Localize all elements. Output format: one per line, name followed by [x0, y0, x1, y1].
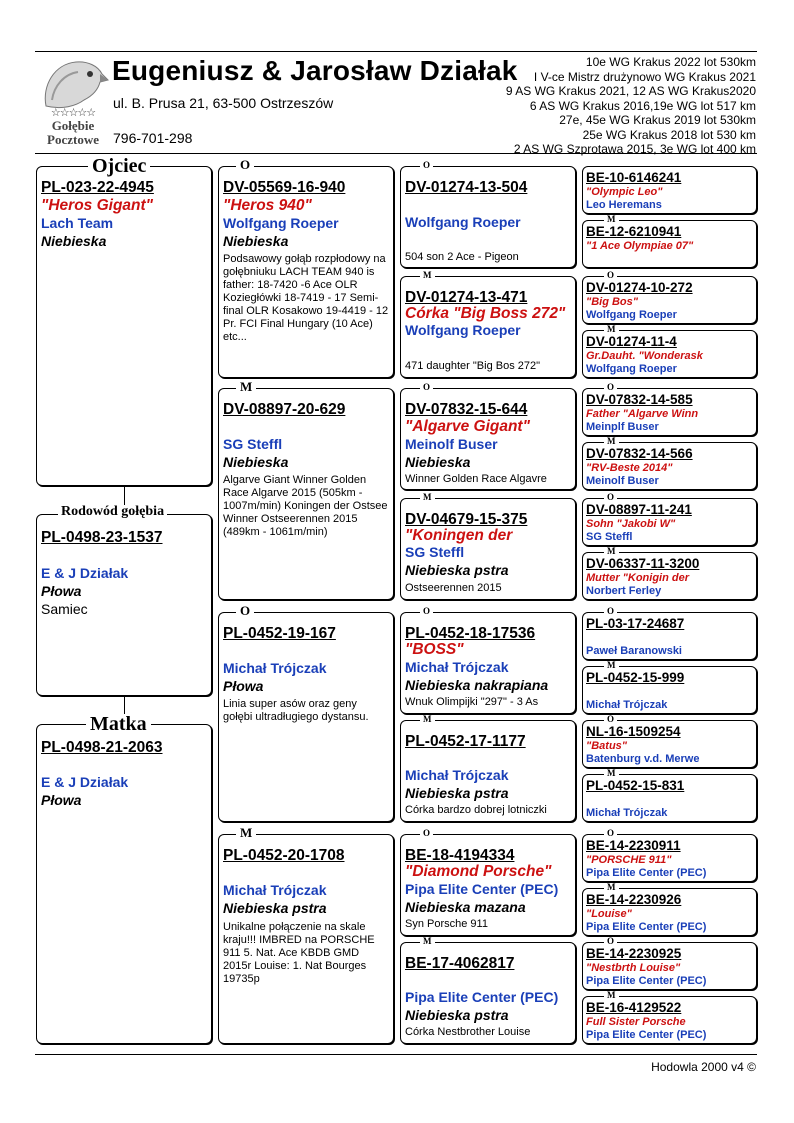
- gen2-owner: Michał Trójczak: [223, 882, 327, 898]
- gen2-color: Niebieska: [223, 233, 289, 249]
- gen4-card[interactable]: [582, 552, 757, 600]
- logo: [36, 56, 110, 148]
- gen2-owner: Michał Trójczak: [223, 660, 327, 676]
- gen4-owner: SG Steffl: [586, 531, 633, 543]
- gen4-owner: Meinplf Buser: [586, 421, 659, 433]
- gen4-id: DV-06337-11-3200: [586, 556, 700, 571]
- pigeon-owner: E & J Działak: [41, 565, 129, 581]
- gen3-name: "Algarve Gigant": [405, 418, 530, 435]
- sex-label-m: M: [604, 661, 619, 670]
- gen4-owner: Pipa Elite Center (PEC): [586, 867, 707, 879]
- gen3-id: BE-17-4062817: [405, 955, 515, 972]
- gen4-card[interactable]: [582, 996, 757, 1044]
- sex-label-m: M: [236, 380, 256, 393]
- gen4-card[interactable]: [582, 942, 757, 990]
- gen4-name: "Louise": [586, 908, 632, 920]
- sex-label-m: M: [604, 325, 619, 334]
- gen4-name: "Olympic Leo": [586, 186, 663, 198]
- gen2-id: DV-05569-16-940: [223, 179, 346, 196]
- gen4-card[interactable]: [582, 330, 757, 378]
- gen3-note: 471 daughter "Big Bos 272": [405, 360, 541, 372]
- gen3-owner: Wolfgang Roeper: [405, 214, 521, 230]
- pigeon-id: PL-0498-23-1537: [41, 529, 163, 546]
- gen4-owner: Pipa Elite Center (PEC): [586, 1029, 707, 1041]
- gen4-owner: Wolfgang Roeper: [586, 363, 677, 375]
- sex-label-m: M: [420, 493, 435, 502]
- sex-label-m: M: [604, 991, 619, 1000]
- gen4-card[interactable]: [582, 498, 757, 546]
- page-title: Eugeniusz & Jarosław Działak: [112, 55, 518, 86]
- gen3-id: BE-18-4194334: [405, 847, 515, 864]
- breeder-phone: 796-701-298: [113, 130, 193, 146]
- gen4-name: "Nestbrth Louise": [586, 962, 681, 974]
- mother-id: PL-0498-21-2063: [41, 739, 163, 756]
- gen2-card[interactable]: [218, 834, 394, 1044]
- gen4-owner: Norbert Ferley: [586, 585, 662, 597]
- mother-label: Matka: [86, 714, 151, 734]
- gen4-name: Father "Algarve Winn: [586, 408, 699, 420]
- gen4-owner: Pipa Elite Center (PEC): [586, 975, 707, 987]
- sex-label-o: O: [604, 493, 617, 502]
- footer-credit: Hodowla 2000 v4 ©: [651, 1060, 756, 1074]
- sex-label-m: M: [420, 271, 435, 280]
- gen3-note: 504 son 2 Ace - Pigeon: [405, 251, 519, 263]
- father-card[interactable]: [36, 166, 212, 486]
- gen2-owner: SG Steffl: [223, 436, 283, 452]
- breeder-address: ul. B. Prusa 21, 63-500 Ostrzeszów: [113, 95, 334, 111]
- gen4-id: DV-01274-11-4: [586, 334, 677, 349]
- gen3-id: DV-04679-15-375: [405, 511, 528, 528]
- pigeon-head-icon: [36, 56, 110, 112]
- gen4-id: PL-03-17-24687: [586, 616, 685, 631]
- sex-label-m: M: [604, 769, 619, 778]
- sex-label-o: O: [420, 161, 433, 170]
- result-line: 25e WG Krakus 2018 lot 530 km: [582, 127, 756, 142]
- sex-label-m: M: [604, 883, 619, 892]
- gen4-id: BE-14-2230925: [586, 946, 682, 961]
- result-line: 9 AS WG Krakus 2021, 12 AS WG Krakus2020: [505, 84, 756, 98]
- results-list: [506, 55, 756, 157]
- gen4-id: BE-12-6210941: [586, 224, 682, 239]
- gen3-name: "Koningen der: [405, 527, 513, 544]
- gen3-id: DV-01274-13-471: [405, 289, 528, 306]
- gen4-owner: Meinolf Buser: [586, 475, 659, 487]
- gen4-card[interactable]: [582, 612, 757, 660]
- mother-owner: E & J Działak: [41, 774, 129, 790]
- sex-label-o: O: [420, 607, 433, 616]
- gen4-card[interactable]: [582, 220, 757, 268]
- gen4-id: PL-0452-15-831: [586, 778, 685, 793]
- gen3-note: Winner Golden Race Algavre: [405, 473, 547, 485]
- gen4-owner: Pipa Elite Center (PEC): [586, 921, 707, 933]
- gen2-color: Płowa: [223, 678, 264, 694]
- gen2-card[interactable]: [218, 388, 394, 600]
- gen3-card[interactable]: [400, 834, 576, 936]
- gen4-card[interactable]: [582, 720, 757, 768]
- gen2-name: "Heros 940": [223, 197, 312, 214]
- gen4-id: PL-0452-15-999: [586, 670, 685, 685]
- gen3-name: "BOSS": [405, 641, 464, 658]
- gen4-id: NL-16-1509254: [586, 724, 681, 739]
- gen3-color: Niebieska pstra: [405, 1007, 509, 1023]
- gen3-name: "Diamond Porsche": [405, 863, 552, 880]
- sex-label-o: O: [604, 937, 617, 946]
- gen4-name: "Batus": [586, 740, 627, 752]
- sex-label-o: O: [604, 383, 617, 392]
- gen3-note: Córka bardzo dobrej lotniczki: [405, 804, 547, 816]
- gen4-card[interactable]: [582, 834, 757, 882]
- sex-label-o: O: [236, 604, 254, 617]
- gen4-owner: Leo Heremans: [586, 199, 662, 211]
- gen4-name: "Big Bos": [586, 296, 638, 308]
- gen3-card[interactable]: [400, 720, 576, 822]
- gen4-name: Gr.Dauht. "Wonderask: [586, 350, 703, 362]
- gen3-color: Niebieska: [405, 454, 471, 470]
- gen4-name: "RV-Beste 2014": [586, 462, 673, 474]
- sex-label-m: M: [604, 215, 619, 224]
- gen2-color: Niebieska: [223, 454, 289, 470]
- gen4-id: DV-07832-14-566: [586, 446, 693, 461]
- gen4-name: Mutter "Konigin der: [586, 572, 689, 584]
- sex-label-o: O: [604, 607, 617, 616]
- gen3-note: Córka Nestbrother Louise: [405, 1026, 531, 1038]
- gen3-color: Niebieska mazana: [405, 899, 526, 915]
- sex-label-o: O: [420, 829, 433, 838]
- gen2-card[interactable]: [218, 612, 394, 822]
- father-owner: Lach Team: [41, 215, 114, 231]
- gen4-name: "1 Ace Olympiae 07": [586, 240, 694, 252]
- sex-label-m: M: [420, 715, 435, 724]
- gen4-id: BE-16-4129522: [586, 1000, 682, 1015]
- gen3-card[interactable]: [400, 276, 576, 378]
- sex-label-m: M: [420, 937, 435, 946]
- father-color: Niebieska: [41, 233, 107, 249]
- gen3-owner: Michał Trójczak: [405, 659, 509, 675]
- gen2-note: Linia super asów oraz geny gołębi ultradługiego dystansu.: [223, 698, 369, 723]
- gen3-note: Ostseerennen 2015: [405, 582, 502, 594]
- gen3-card[interactable]: [400, 612, 576, 714]
- pedigree-label: Rodowód gołębia: [58, 505, 167, 519]
- gen3-card[interactable]: [400, 498, 576, 600]
- gen2-note: Podsawowy gołąb rozpłodowy na gołębniuku LACH TEAM 940 is father: 18-7420 -6 Ace OLR Koziegłówki 18-7419 - 17 Semi-final OLR Kosakowo 19-4419 - 12 Pr. FCI Final Hungary (10 Ace) etc...: [223, 253, 389, 343]
- result-line: I V-ce Mistrz drużynowo WG Krakus 2021: [533, 69, 756, 84]
- gen3-card[interactable]: [400, 942, 576, 1044]
- gen3-id: PL-0452-17-1177: [405, 733, 526, 750]
- gen2-id: PL-0452-20-1708: [223, 847, 345, 864]
- logo-text-line1: Gołębie: [51, 118, 95, 133]
- gen2-id: DV-08897-20-629: [223, 401, 346, 418]
- gen3-card[interactable]: [400, 388, 576, 490]
- gen4-card[interactable]: [582, 774, 757, 822]
- gen4-id: BE-14-2230911: [586, 838, 681, 853]
- sex-label-o: O: [604, 271, 617, 280]
- gen3-color: Niebieska pstra: [405, 562, 509, 578]
- gen4-id: DV-01274-10-272: [586, 280, 693, 295]
- gen3-owner: Michał Trójczak: [405, 767, 509, 783]
- gen2-note: Unikalne połączenie na skale kraju!!! IMBRED na PORSCHE 911 5. Nat. Ace KBDB GMD 2015r Louise: 1. Nat Bourges 19735p: [223, 921, 375, 985]
- result-line: 2 AS WG Szprotawa 2015, 3e WG lot 400 km: [513, 142, 756, 156]
- gen3-color: Niebieska nakrapiana: [405, 677, 549, 693]
- father-label: Ojciec: [88, 156, 150, 176]
- mother-color: Płowa: [41, 792, 82, 808]
- gen4-card[interactable]: [582, 166, 757, 214]
- sex-label-m: M: [236, 826, 256, 839]
- sex-label-o: O: [604, 715, 617, 724]
- sex-label-o: O: [420, 383, 433, 392]
- gen4-id: BE-14-2230926: [586, 892, 682, 907]
- gen3-note: Wnuk Olimpijki "297" - 3 As: [405, 696, 539, 708]
- gen3-owner: Meinolf Buser: [405, 436, 498, 452]
- gen4-name: Full Sister Porsche: [586, 1016, 686, 1028]
- gen4-card[interactable]: [582, 666, 757, 714]
- gen3-card[interactable]: [400, 166, 576, 268]
- gen2-card[interactable]: [218, 166, 394, 378]
- gen3-id: DV-01274-13-504: [405, 179, 528, 196]
- gen3-owner: Wolfgang Roeper: [405, 322, 521, 338]
- mother-card[interactable]: [36, 724, 212, 1044]
- gen4-owner: Batenburg v.d. Merwe: [586, 753, 700, 765]
- gen4-card[interactable]: [582, 442, 757, 490]
- gen4-name: Sohn "Jakobi W": [586, 518, 676, 530]
- gen4-card[interactable]: [582, 388, 757, 436]
- sex-label-o: O: [604, 829, 617, 838]
- pigeon-sex: Samiec: [41, 601, 88, 617]
- gen3-name: Córka "Big Boss 272": [405, 305, 566, 322]
- gen2-owner: Wolfgang Roeper: [223, 215, 339, 231]
- result-line: 10e WG Krakus 2022 lot 530km: [585, 55, 756, 69]
- gen4-card[interactable]: [582, 888, 757, 936]
- logo-text-line2: Pocztowe: [47, 132, 99, 147]
- header-top-rule: [35, 51, 757, 52]
- gen4-card[interactable]: [582, 276, 757, 324]
- result-line: 6 AS WG Krakus 2016,19e WG lot 517 km: [529, 98, 756, 113]
- pigeon-card[interactable]: [36, 514, 212, 696]
- gen3-id: DV-07832-15-644: [405, 401, 528, 418]
- gen2-note: Algarve Giant Winner Golden Race Algarve 2015 (505km - 1007m/min) Koningen der Ostsee Winner Ostseerennen 2015 (489km - 1061m/min): [223, 474, 388, 538]
- gen2-color: Niebieska pstra: [223, 900, 327, 916]
- gen3-note: Syn Porsche 911: [405, 918, 488, 930]
- gen3-owner: Pipa Elite Center (PEC): [405, 989, 559, 1005]
- sex-label-m: M: [604, 437, 619, 446]
- gen4-owner: Paweł Baranowski: [586, 645, 682, 657]
- gen4-owner: Michał Trójczak: [586, 699, 668, 711]
- gen4-name: "PORSCHE 911": [586, 854, 672, 866]
- result-line: 27e, 45e WG Krakus 2019 lot 530km: [559, 113, 756, 127]
- logo-stars: ☆☆☆☆☆: [50, 107, 96, 119]
- gen3-id: PL-0452-18-17536: [405, 625, 536, 642]
- gen2-id: PL-0452-19-167: [223, 625, 336, 642]
- father-id: PL-023-22-4945: [41, 179, 154, 196]
- gen4-owner: Wolfgang Roeper: [586, 309, 677, 321]
- pigeon-color: Płowa: [41, 583, 82, 599]
- gen4-id: DV-07832-14-585: [586, 392, 693, 407]
- sex-label-o: O: [236, 158, 254, 171]
- father-name: "Heros Gigant": [41, 197, 154, 214]
- gen3-owner: SG Steffl: [405, 544, 465, 560]
- gen3-owner: Pipa Elite Center (PEC): [405, 881, 559, 897]
- sex-label-m: M: [604, 547, 619, 556]
- gen4-id: DV-08897-11-241: [586, 502, 692, 517]
- gen4-id: BE-10-6146241: [586, 170, 682, 185]
- gen3-color: Niebieska pstra: [405, 785, 509, 801]
- footer-rule: [35, 1054, 757, 1055]
- gen4-owner: Michał Trójczak: [586, 807, 668, 819]
